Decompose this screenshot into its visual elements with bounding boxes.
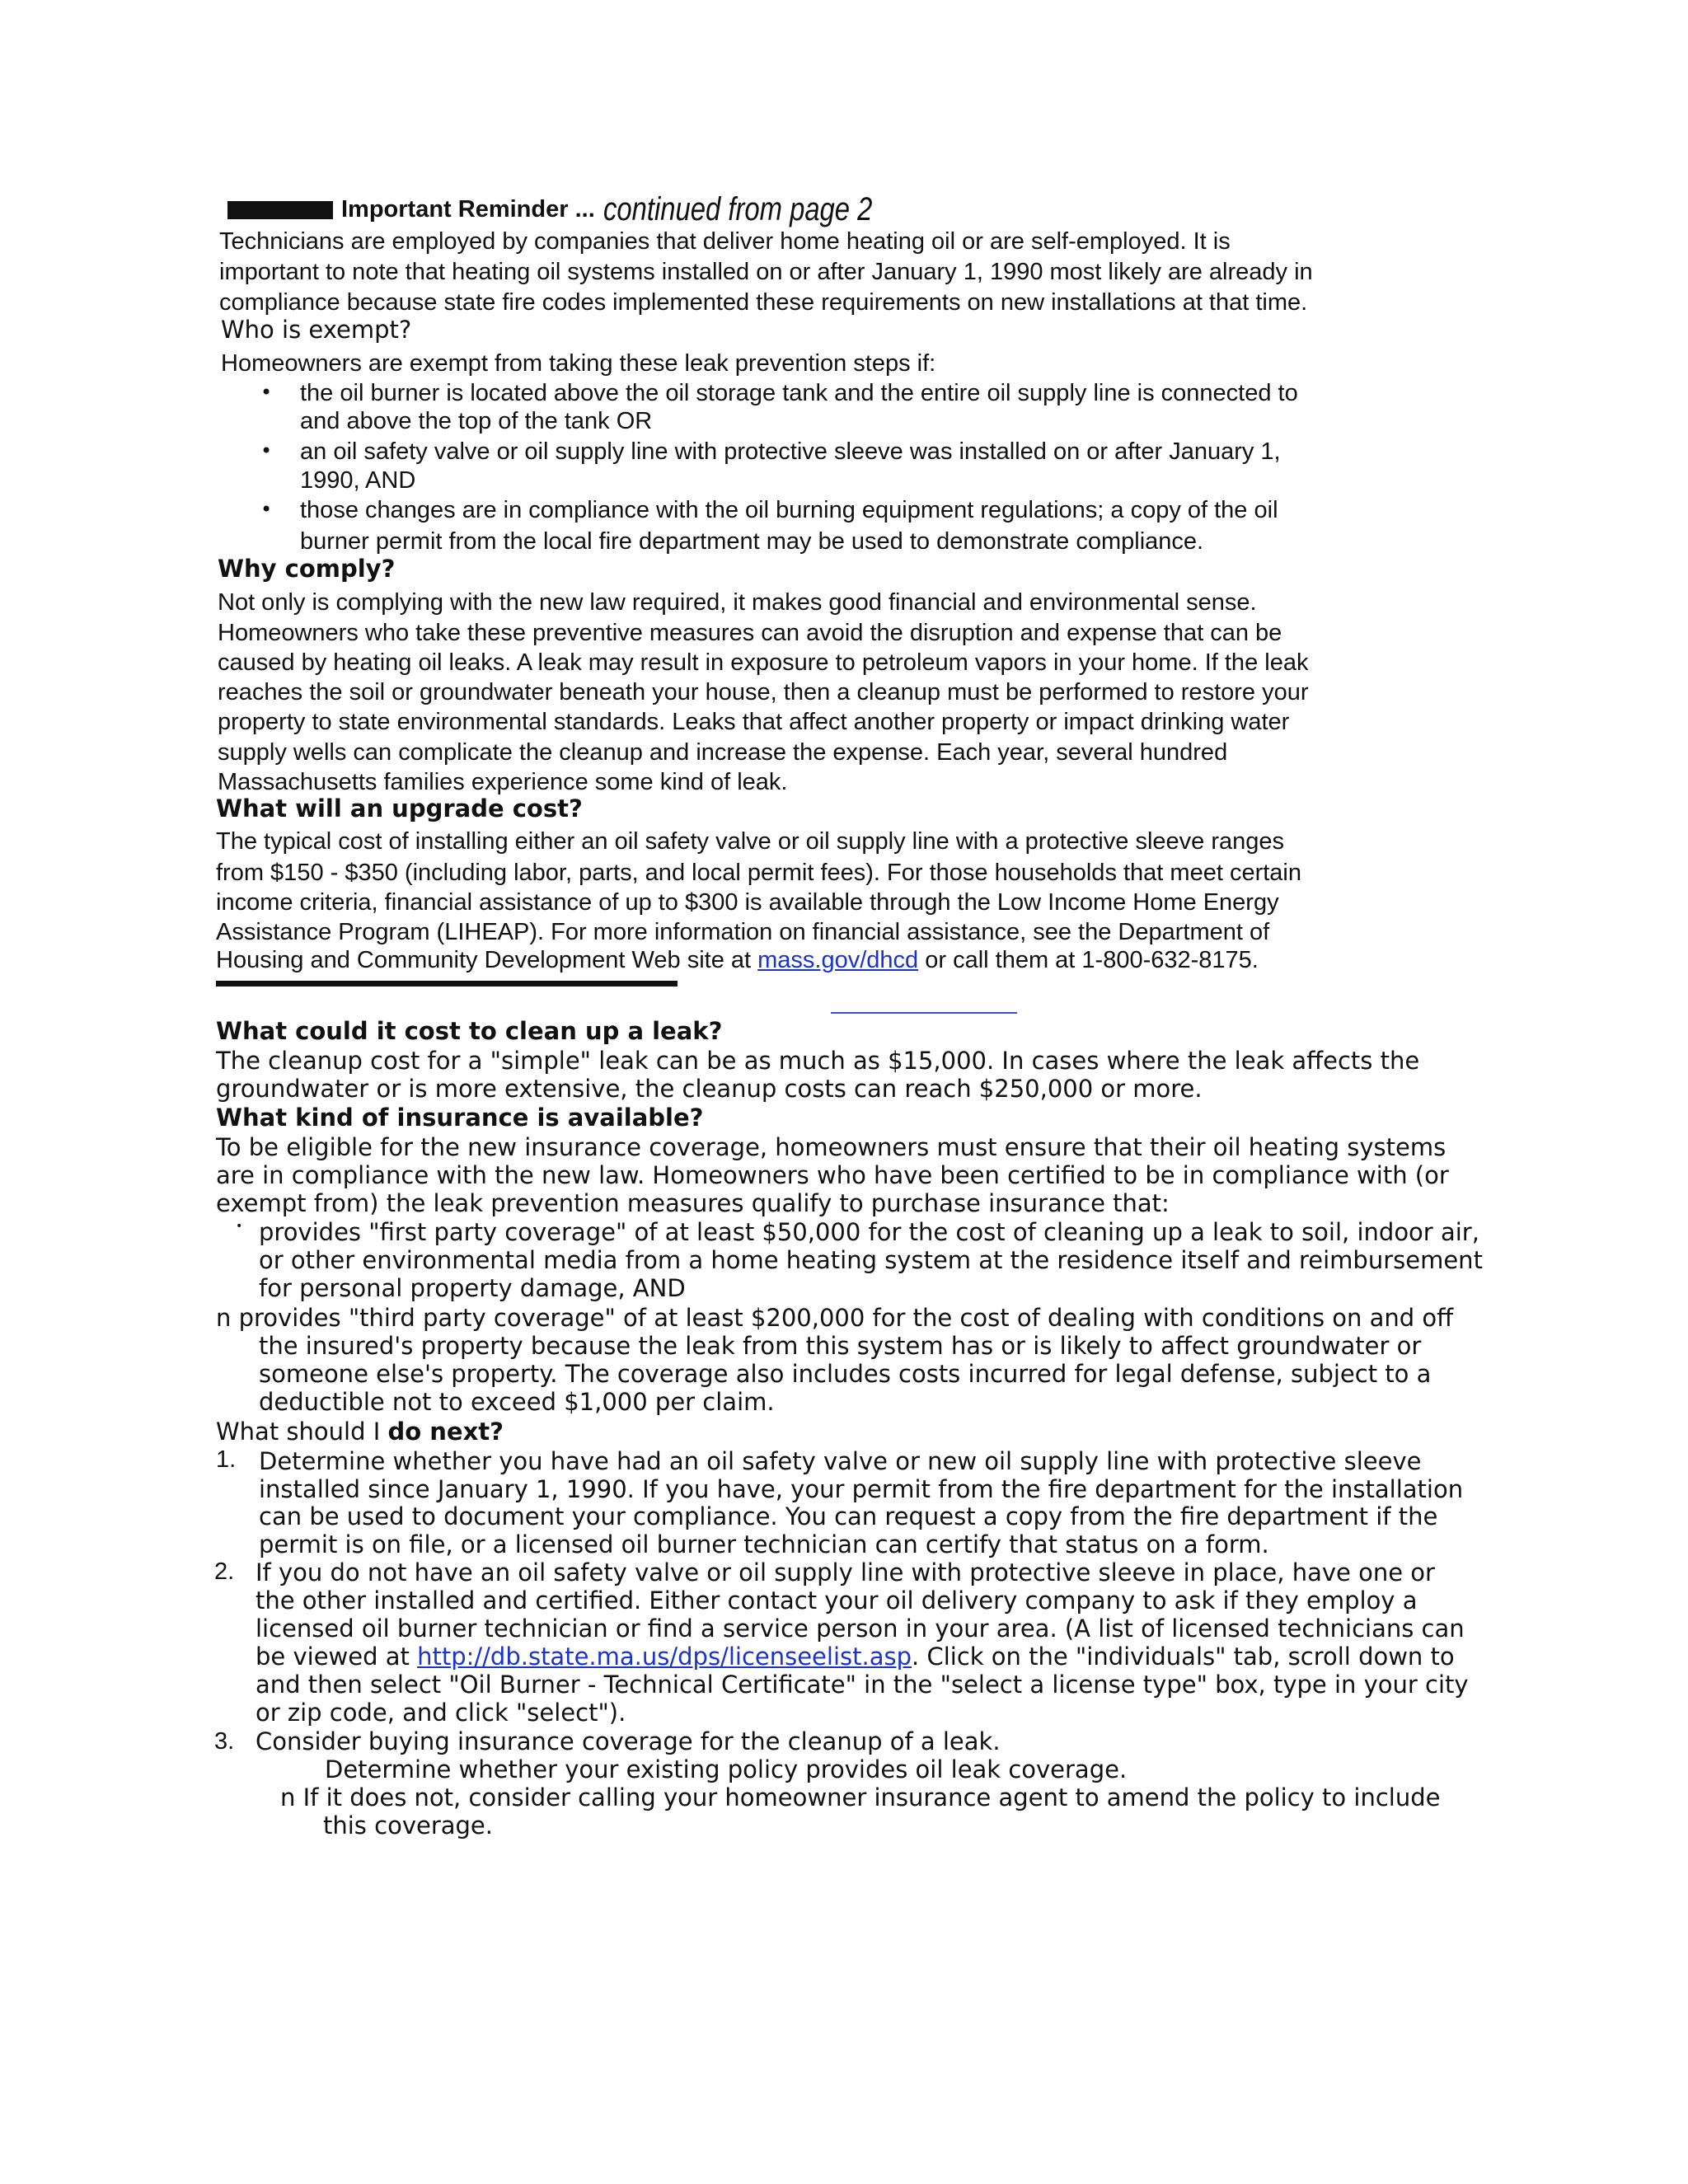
clipped-text-residue [216,981,678,987]
step-line: permit is on file, or a licensed oil burner technician can certify that status on a form. [259,1530,1269,1558]
upgrade-line: from $150 - $350 (including labor, parts, and local permit fees). For those households that meet certain [216,860,1301,886]
bullet-icon: • [260,381,273,404]
step-sub-line: n If it does not, consider calling your homeowner insurance agent to amend the policy to include [280,1783,1441,1811]
next-heading-pre: What should I [216,1418,388,1446]
step-line: the other installed and certified. Either contact your oil delivery company to ask if they employ a [256,1586,1418,1615]
exempt-bullet-line: and above the top of the tank OR [300,408,653,434]
header-bar-icon [227,201,333,219]
step-sub-line: this coverage. [323,1811,493,1840]
step-line: licensed oil burner technician or find a service person in your area. (A list of licensed technicians can [256,1615,1465,1643]
cleanup-line: groundwater or is more extensive, the cleanup costs can reach $250,000 or more. [216,1075,1203,1103]
insurance-item-line: n provides "third party coverage" of at least $200,000 for the cost of dealing with conditions on and off [216,1304,1454,1332]
bullet-icon: • [260,439,273,462]
step-number: 3. [214,1728,235,1755]
exempt-bullet-line: those changes are in compliance with the oil burning equipment regulations; a copy of the oil [300,497,1278,523]
comply-heading: Why comply? [218,555,396,583]
upgrade-last-pre: Housing and Community Development Web site at [216,947,752,973]
upgrade-last-post: or call them at 1-800-632-8175. [925,947,1259,973]
upgrade-line: The typical cost of installing either an oil safety valve or oil supply line with a protective sleeve ranges [216,828,1284,855]
step-line: and then select "Oil Burner - Technical Certificate" in the "select a license type" box, type in your city [256,1671,1469,1699]
step2-link-pre: be viewed at [256,1643,410,1671]
cleanup-line: The cleanup cost for a "simple" leak can be as much as $15,000. In cases where the leak affects the [216,1047,1420,1075]
comply-line: Not only is complying with the new law required, it makes good financial and environmental sense. [218,589,1257,616]
step-link-line [256,1643,1455,1671]
bullet-icon: • [236,1220,243,1233]
step-line: Consider buying insurance coverage for the cleanup of a leak. [256,1727,1001,1755]
upgrade-last-line [216,946,1259,974]
step-sub-line: Determine whether your existing policy provides oil leak coverage. [325,1755,1128,1783]
clipped-link-underline [831,1012,1017,1014]
insurance-heading: What kind of insurance is available? [216,1104,704,1132]
comply-line: reaches the soil or groundwater beneath your house, then a cleanup must be performed to restore your [218,679,1309,705]
cleanup-heading: What could it cost to clean up a leak? [216,1017,723,1045]
insurance-line: exempt from) the leak prevention measures qualify to purchase insurance that: [216,1189,1170,1217]
comply-line: supply wells can complicate the cleanup and increase the expense. Each year, several hundred [218,739,1228,766]
upgrade-heading: What will an upgrade cost? [216,794,583,823]
comply-line: caused by heating oil leaks. A leak may result in exposure to petroleum vapors in your home. If the leak [218,649,1309,676]
exempt-bullet-line: the oil burner is located above the oil storage tank and the entire oil supply line is connected to [300,380,1298,406]
dhcd-link[interactable]: mass.gov/dhcd [757,947,919,973]
insurance-item-line: the insured's property because the leak from this system has or is likely to affect groundwater or [259,1332,1422,1360]
insurance-line: are in compliance with the new law. Homeowners who have been certified to be in compliance with (or [216,1161,1449,1189]
step-line: or zip code, and click "select"). [256,1699,626,1727]
intro-line: important to note that heating oil systems installed on or after January 1, 1990 most likely are already in [219,259,1313,285]
step2-link-post: . Click on the "individuals" tab, scroll down to [912,1643,1455,1671]
license-list-link[interactable]: http://db.state.ma.us/dps/licenseelist.asp [417,1643,912,1671]
next-heading [216,1418,504,1446]
comply-line: Homeowners who take these preventive measures can avoid the disruption and expense that can be [218,620,1282,646]
insurance-line: To be eligible for the new insurance coverage, homeowners must ensure that their oil heating systems [216,1133,1447,1161]
insurance-item-line: someone else's property. The coverage also includes costs incurred for legal defense, subject to a [259,1360,1432,1388]
exempt-bullet-line: 1990, AND [300,467,416,494]
upgrade-line: income criteria, financial assistance of up to $300 is available through the Low Income Home Energy [216,889,1279,916]
step-line: can be used to document your compliance. You can request a copy from the fire department if the [259,1502,1438,1530]
intro-line: compliance because state fire codes implemented these requirements on new installations at that time. [219,289,1308,316]
exempt-lead: Homeowners are exempt from taking these leak prevention steps if: [221,350,936,377]
intro-line: Technicians are employed by companies that deliver home heating oil or are self-employed. It is [219,228,1231,255]
header-title: Important Reminder ... [341,196,595,223]
comply-line: property to state environmental standards. Leaks that affect another property or impact drinking water [218,709,1290,735]
exempt-heading: Who is exempt? [221,316,412,344]
header-continued: continued from page 2 [603,191,873,227]
bullet-icon: • [260,498,273,521]
insurance-item-line: deductible not to exceed $1,000 per claim. [259,1388,775,1416]
insurance-item-line: for personal property damage, AND [259,1274,686,1302]
step-line: If you do not have an oil safety valve or oil supply line with protective sleeve in place, have one or [256,1558,1435,1586]
step-number: 2. [214,1558,235,1585]
exempt-bullet-line: an oil safety valve or oil supply line with protective sleeve was installed on or after January 1, [300,438,1281,465]
next-heading-bold: do next? [387,1418,504,1446]
section-header [227,191,931,228]
exempt-bullet-line: burner permit from the local fire department may be used to demonstrate compliance. [300,528,1204,555]
insurance-item-line: or other environmental media from a home heating system at the residence itself and reimbursement [259,1246,1483,1274]
upgrade-line: Assistance Program (LIHEAP). For more information on financial assistance, see the Department of [216,919,1270,945]
step-number: 1. [216,1446,237,1473]
insurance-item-line: provides "first party coverage" of at least $50,000 for the cost of cleaning up a leak to soil, indoor air, [259,1218,1479,1246]
comply-line: Massachusetts families experience some kind of leak. [218,769,788,795]
step-line: installed since January 1, 1990. If you have, your permit from the fire department for the installation [259,1475,1464,1503]
step-line: Determine whether you have had an oil safety valve or new oil supply line with protective sleeve [259,1447,1422,1475]
